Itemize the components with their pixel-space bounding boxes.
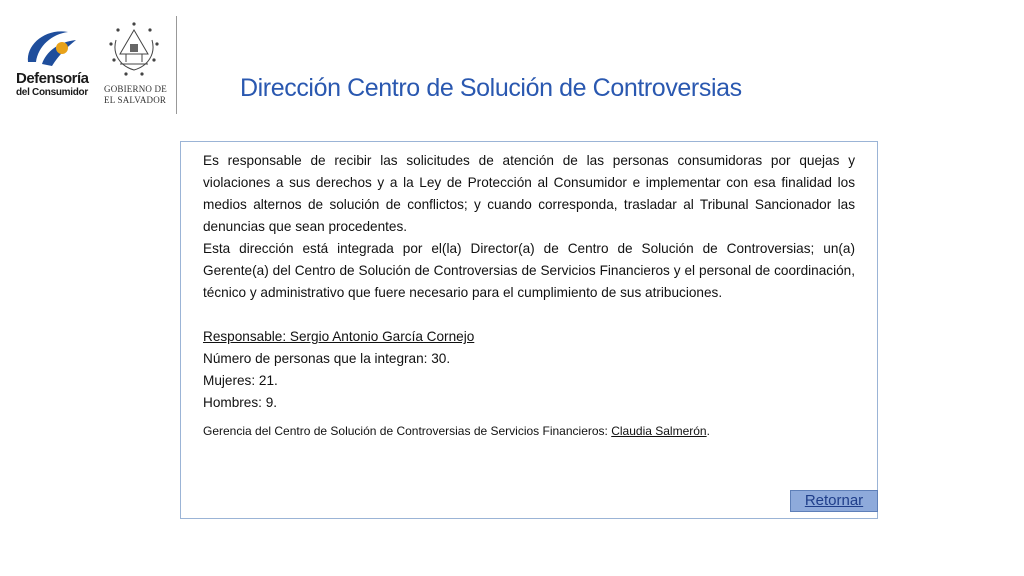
content-box (180, 141, 878, 519)
defensoria-word: Defensoría (16, 70, 89, 87)
hombres-line: Hombres: 9. (203, 395, 278, 410)
responsable-line: Responsable: Sergio Antonio García Cornejo (203, 329, 475, 344)
del-consumidor-word: del Consumidor (16, 87, 88, 98)
numero-personas-line: Número de personas que la integran: 30. (203, 351, 451, 366)
gobierno-line1: GOBIERNO DE (104, 84, 167, 94)
content-body (203, 150, 855, 440)
gobierno-line2: EL SALVADOR (104, 95, 167, 105)
spacer (203, 304, 855, 326)
gobierno-logo (100, 20, 170, 110)
page-title: Dirección Centro de Solución de Controversias (240, 74, 742, 102)
gerencia-label: Gerencia del Centro de Solución de Controversias de Servicios Financieros: (203, 424, 612, 438)
description-paragraph-1: Es responsable de recibir las solicitudes de atención de las personas consumidoras por quejas y violaciones a sus derechos y a la Ley de Protección al Consumidor e implementar con esa finalidad los medios alternos de solución de conflictos; y cuando corresponda, trasladar al Tribunal Sancionador las denuncias que sean procedentes. (203, 153, 855, 234)
coat-of-arms-icon (106, 20, 162, 80)
gerencia-suffix: . (706, 424, 710, 438)
defensoria-logo-icon (22, 26, 82, 70)
description-paragraph-2: Esta dirección está integrada por el(la) Director(a) de Centro de Solución de Controversias; un(a) Gerente(a) del Centro de Solución de Controversias de Servicios Financieros y el personal de coordinación, técnico y administrativo que fuere necesario para el cumplimiento de sus atribuciones. (203, 241, 855, 300)
header-divider (176, 16, 177, 114)
mujeres-line: Mujeres: 21. (203, 373, 278, 388)
retornar-button[interactable]: Retornar (790, 490, 878, 512)
gerencia-line (203, 422, 855, 440)
gerencia-name: Claudia Salmerón (611, 424, 707, 438)
defensoria-logo (12, 26, 92, 106)
